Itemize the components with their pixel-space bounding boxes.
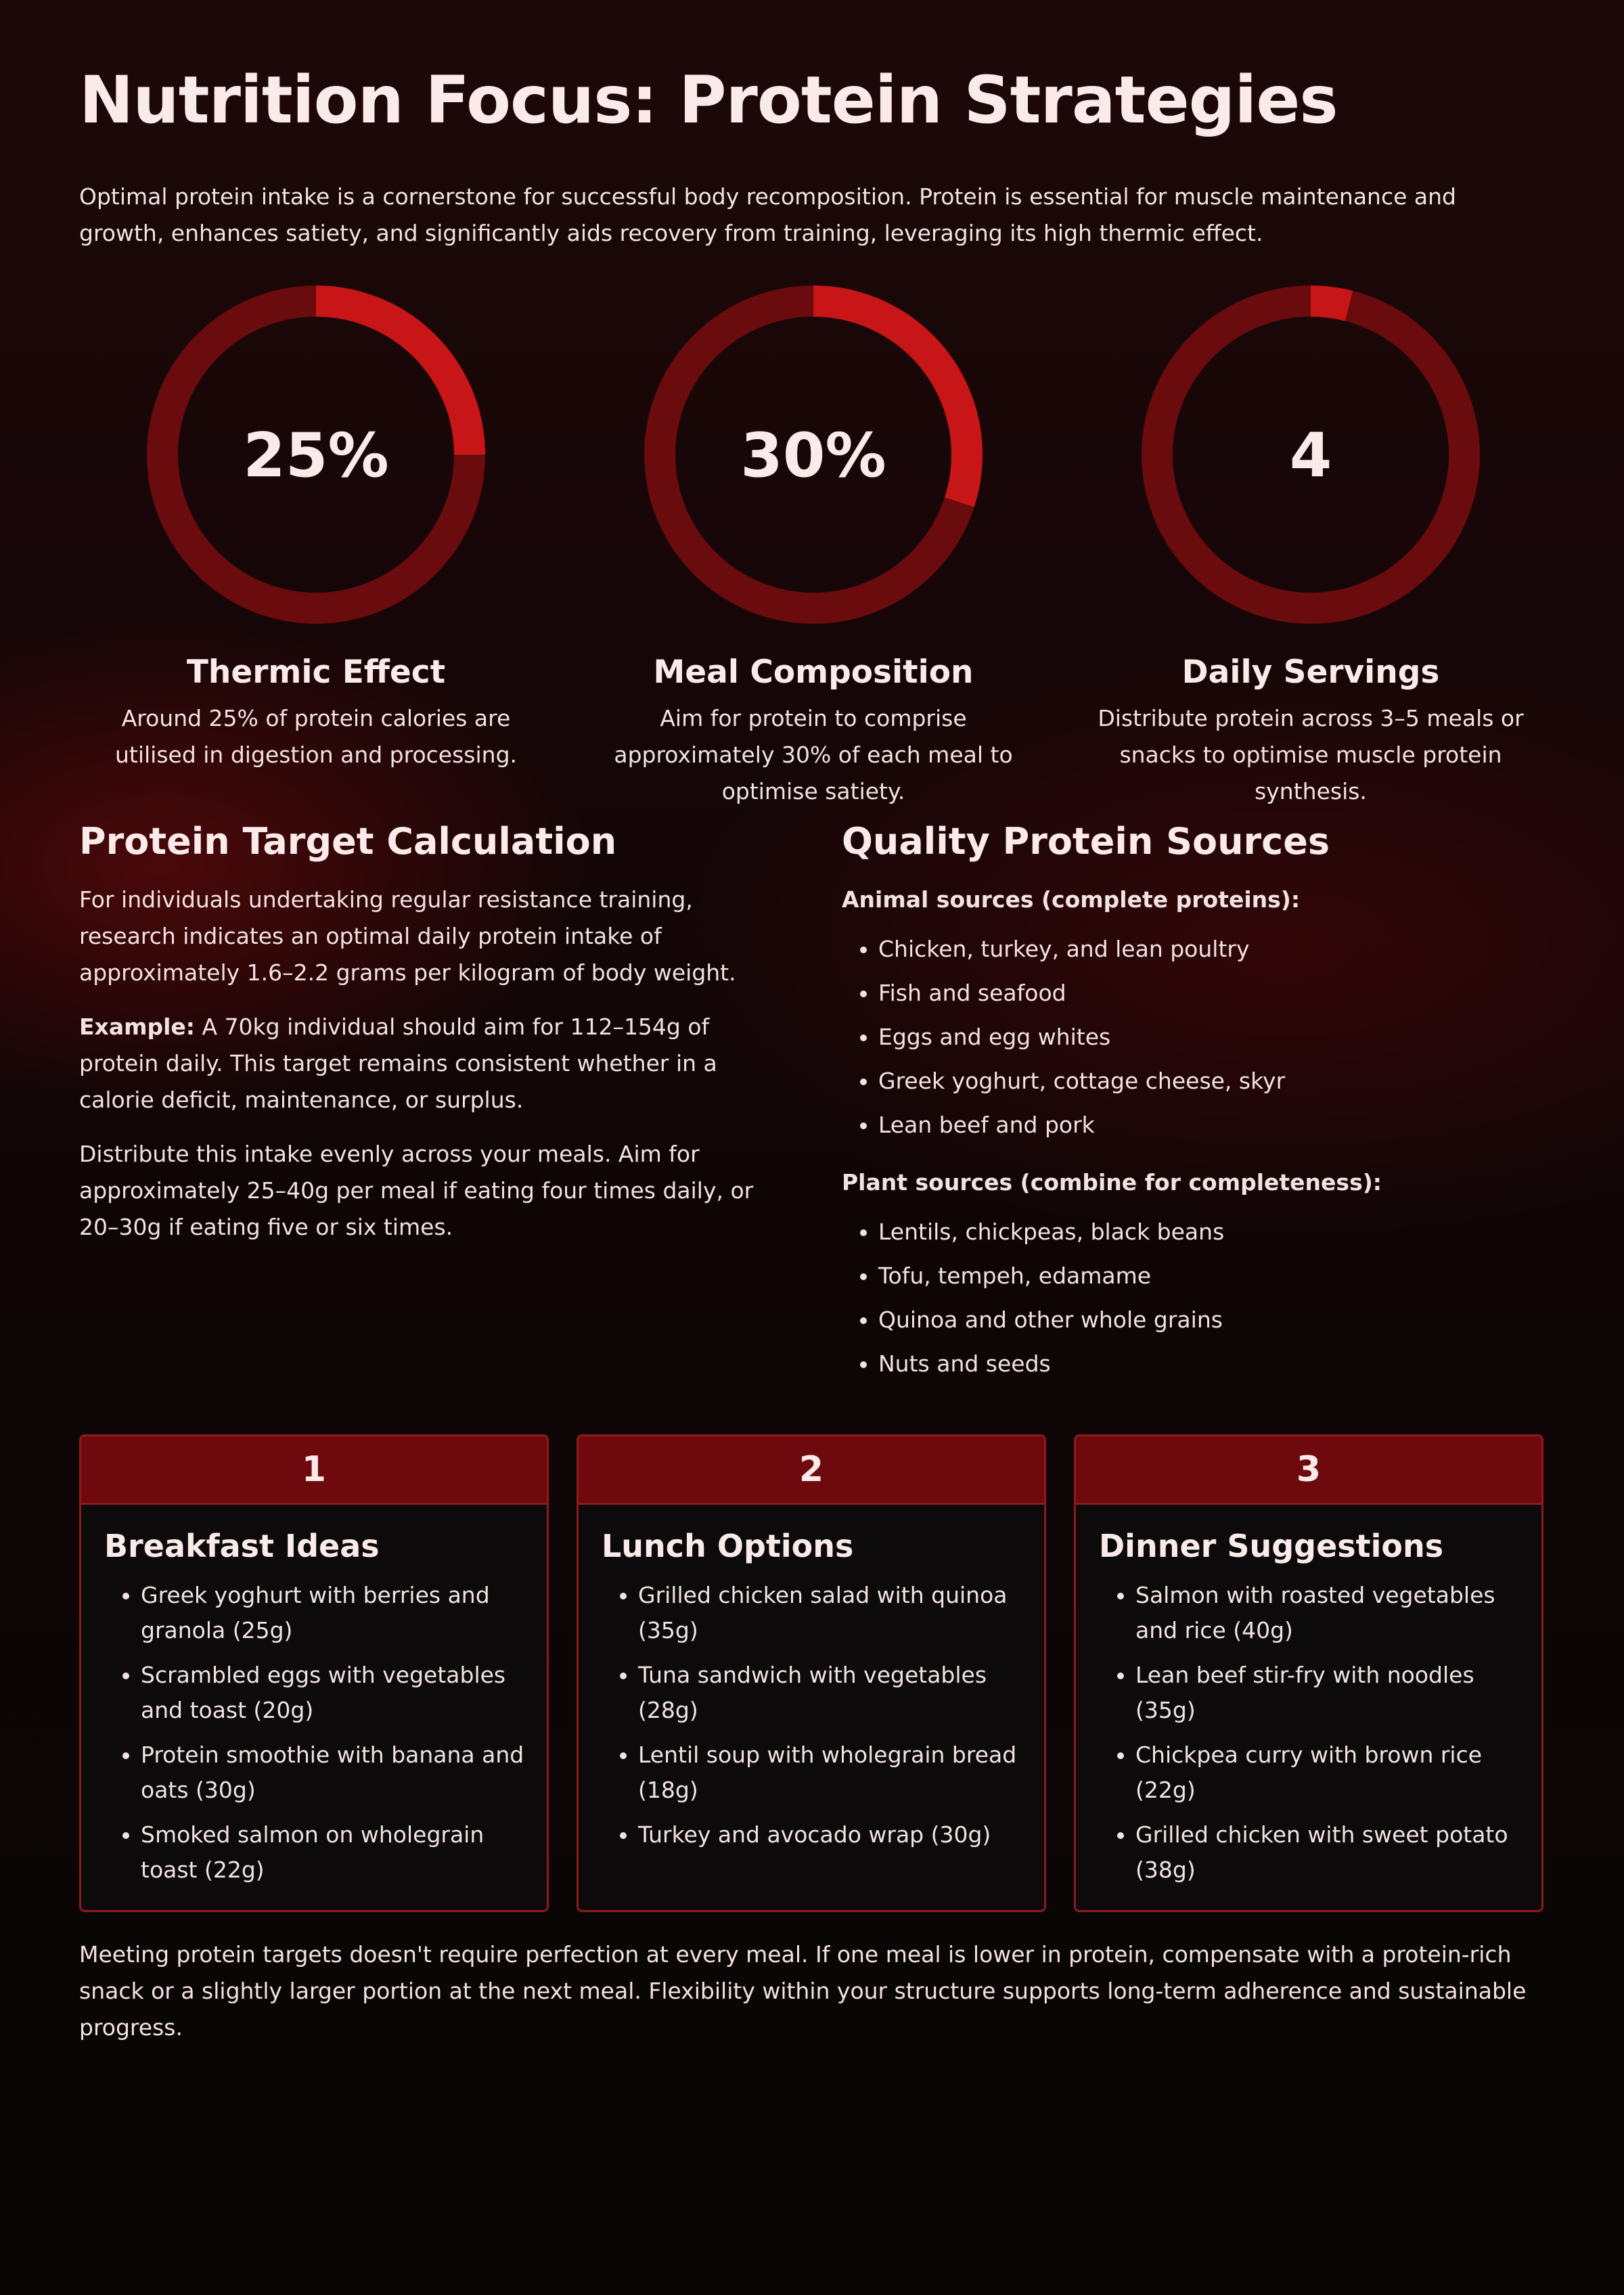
stat-meal-composition bbox=[577, 279, 1050, 810]
stat-heading: Daily Servings bbox=[1181, 654, 1440, 691]
list-item: • Greek yoghurt, cottage cheese, skyr bbox=[878, 1065, 1546, 1097]
stat-description: Aim for protein to comprise approximately 30% of each meal to optimise satiety. bbox=[614, 705, 1013, 804]
card-number: 2 bbox=[579, 1436, 1044, 1505]
stat-description: Distribute protein across 3–5 meals or snacks to optimise muscle protein synthesis. bbox=[1098, 705, 1524, 804]
list-item: • Lentils, chickpeas, black beans bbox=[878, 1216, 1546, 1248]
example-paragraph bbox=[79, 1009, 783, 1118]
protein-target-section bbox=[79, 820, 783, 1263]
list-item: • Turkey and avocado wrap (30g) bbox=[638, 1817, 1024, 1853]
stat-description: Around 25% of protein calories are utilised in digestion and processing. bbox=[114, 705, 518, 768]
stat-value: 25% bbox=[243, 420, 389, 491]
list-item: • Grilled chicken with sweet potato (38g) bbox=[1135, 1817, 1521, 1888]
card-heading: Breakfast Ideas bbox=[104, 1528, 380, 1564]
plant-sources-label: Plant sources (combine for completeness): bbox=[842, 1169, 1382, 1196]
list-item: • Grilled chicken salad with quinoa (35g) bbox=[638, 1578, 1024, 1648]
list-item: • Lean beef stir-fry with noodles (35g) bbox=[1135, 1658, 1521, 1728]
list-item: • Tuna sandwich with vegetables (28g) bbox=[638, 1658, 1024, 1728]
intro-paragraph: Optimal protein intake is a cornerstone for successful body recomposition. Protein is essential for muscle maintenance and growth, enhances satiety, and significantly aids recovery from training, leveraging its high thermic effect. bbox=[79, 183, 1456, 246]
list-item: • Protein smoothie with banana and oats (30g) bbox=[141, 1737, 526, 1808]
animal-sources-label: Animal sources (complete proteins): bbox=[842, 886, 1301, 913]
list-item: • Fish and seafood bbox=[878, 977, 1546, 1009]
list-item: • Lean beef and pork bbox=[878, 1109, 1546, 1141]
card-list bbox=[81, 1578, 547, 1888]
card-number: 1 bbox=[81, 1436, 547, 1505]
list-item: • Tofu, tempeh, edamame bbox=[878, 1260, 1546, 1292]
stat-ring bbox=[1135, 279, 1487, 631]
list-item: • Nuts and seeds bbox=[878, 1348, 1546, 1380]
stat-thermic-effect bbox=[79, 279, 553, 773]
page-title: Nutrition Focus: Protein Strategies bbox=[79, 62, 1338, 138]
meal-card-breakfast bbox=[79, 1434, 549, 1912]
stat-ring bbox=[637, 279, 989, 631]
section-heading: Protein Target Calculation bbox=[79, 820, 617, 863]
list-item: • Salmon with roasted vegetables and rice (40g) bbox=[1135, 1578, 1521, 1648]
stat-ring bbox=[140, 279, 492, 631]
list-item: • Chickpea curry with brown rice (22g) bbox=[1135, 1737, 1521, 1808]
list-item: • Greek yoghurt with berries and granola (25g) bbox=[141, 1578, 526, 1648]
protein-sources-section bbox=[842, 820, 1546, 1403]
list-item: • Lentil soup with wholegrain bread (18g) bbox=[638, 1737, 1024, 1808]
meal-card-dinner bbox=[1074, 1434, 1543, 1912]
list-item: • Chicken, turkey, and lean poultry bbox=[878, 933, 1546, 965]
list-item: • Scrambled eggs with vegetables and toast (20g) bbox=[141, 1658, 526, 1728]
stat-heading: Meal Composition bbox=[653, 654, 974, 691]
list-item: • Eggs and egg whites bbox=[878, 1021, 1546, 1053]
distribution-paragraph: Distribute this intake evenly across your meals. Aim for approximately 25–40g per meal if eating four times daily, or 20–30g if eating five or six times. bbox=[79, 1141, 754, 1240]
stat-value: 30% bbox=[740, 420, 886, 491]
example-label: Example: bbox=[79, 1014, 195, 1040]
list-item: • Smoked salmon on wholegrain toast (22g) bbox=[141, 1817, 526, 1888]
example-text: A 70kg individual should aim for 112–154g of protein daily. This target remains consistent whether in a calorie deficit, maintenance, or surplus. bbox=[79, 1014, 717, 1113]
stat-daily-servings bbox=[1074, 279, 1548, 810]
card-heading: Lunch Options bbox=[602, 1528, 854, 1564]
card-number: 3 bbox=[1076, 1436, 1541, 1505]
closing-paragraph: Meeting protein targets doesn't require perfection at every meal. If one meal is lower in protein, compensate with a protein-rich snack or a slightly larger portion at the next meal. Flexibility within your structure supports long-term adherence and sustainable progress. bbox=[79, 1941, 1527, 2041]
card-list bbox=[579, 1578, 1044, 1853]
target-paragraph: For individuals undertaking regular resistance training, research indicates an optimal daily protein intake of approximately 1.6–2.2 grams per kilogram of body weight. bbox=[79, 886, 736, 986]
stat-heading: Thermic Effect bbox=[186, 654, 446, 691]
meal-card-lunch bbox=[577, 1434, 1046, 1912]
plant-sources-list bbox=[842, 1216, 1546, 1380]
card-list bbox=[1076, 1578, 1541, 1888]
list-item: • Quinoa and other whole grains bbox=[878, 1304, 1546, 1336]
card-heading: Dinner Suggestions bbox=[1099, 1528, 1444, 1564]
stat-value: 4 bbox=[1289, 420, 1332, 491]
section-heading: Quality Protein Sources bbox=[842, 820, 1330, 863]
animal-sources-list bbox=[842, 933, 1546, 1141]
